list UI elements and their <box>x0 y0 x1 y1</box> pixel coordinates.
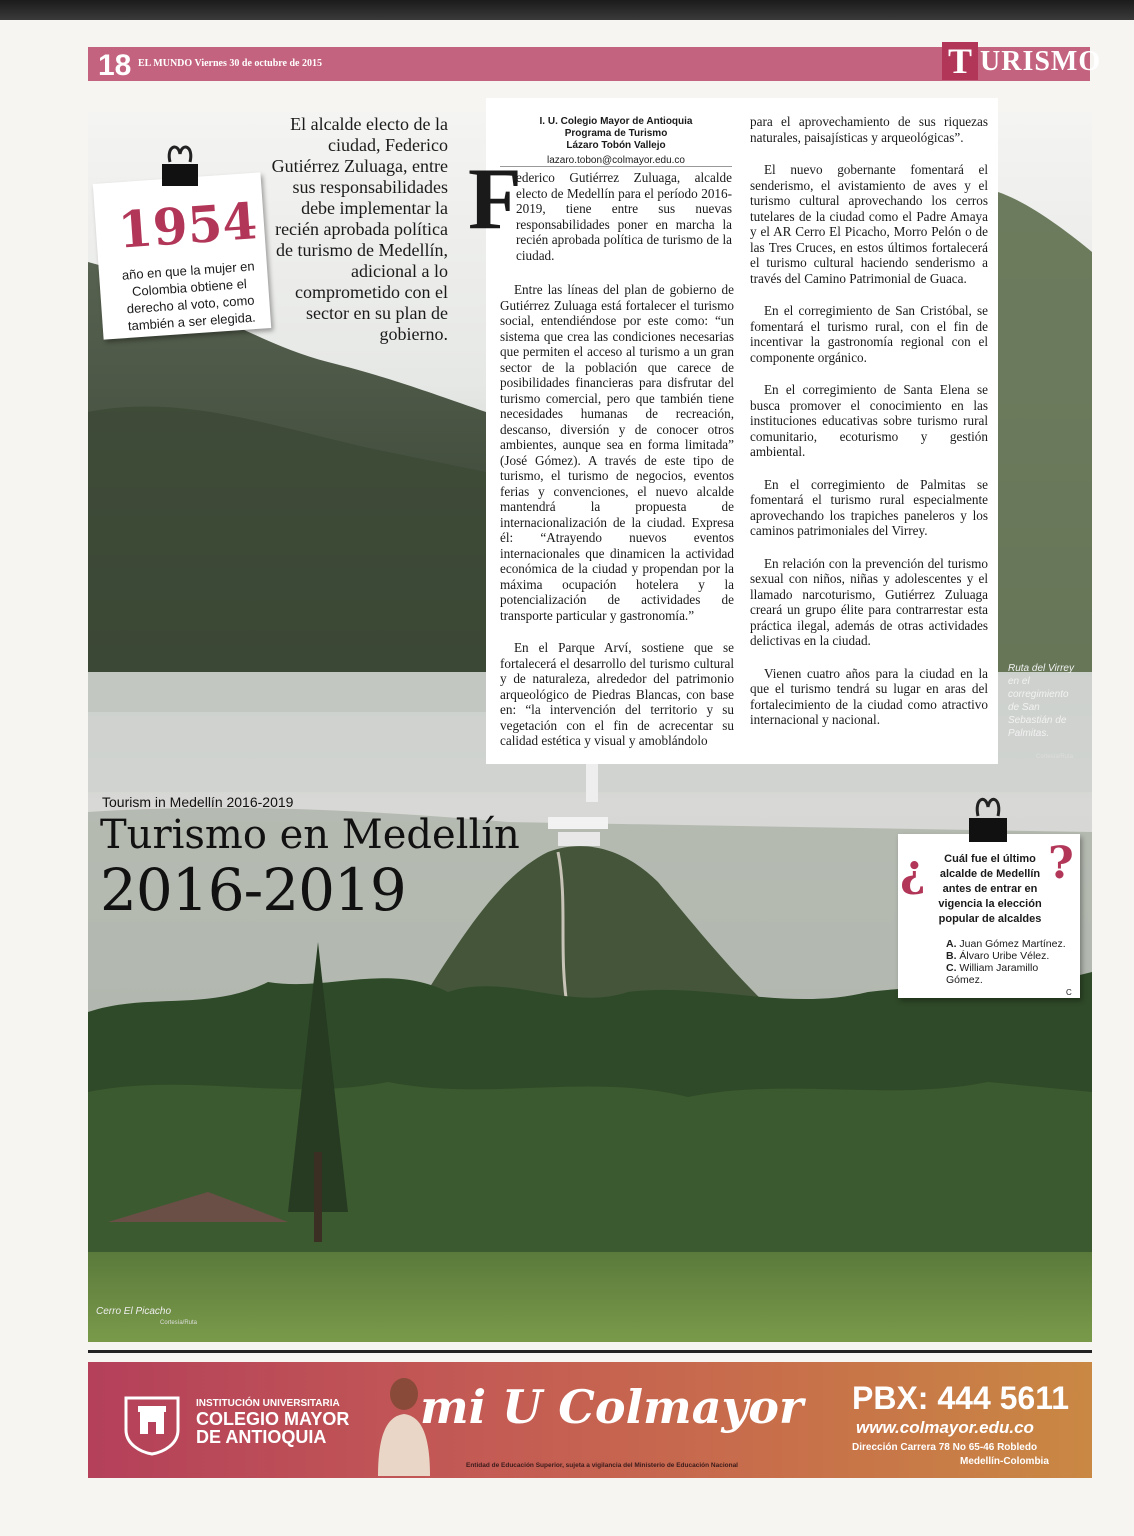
option-text: William Jaramillo Gómez. <box>946 962 1039 986</box>
drop-cap: F <box>468 151 522 248</box>
quiz-option <box>946 938 1066 950</box>
section-initial: T <box>942 42 978 80</box>
byline-institution: I. U. Colegio Mayor de Antioquia <box>539 116 693 127</box>
paragraph: El nuevo gobernante fomentará el senderismo, el avistamiento de aves y el turismo cultural aprovechando los cerros tutelares de la ciudad como el Padre Amaya y el AR Cerro El Picacho, Morro Pelón o de las Tres Cruces, en estos últimos fortalecerá el turismo cultural haciendo senderismo a través del Camino Patrimonial de Guaca. <box>750 162 988 286</box>
ad-website: www.colmayor.edu.co <box>856 1418 1034 1437</box>
paragraph: En el corregimiento de Santa Elena se busca promover el conocimiento en las instituciones educativas sobre turismo rural comunitario, ecoturismo y gestión ambiental. <box>750 382 988 459</box>
photo-credit: Cortesía/Ruta <box>1036 754 1074 760</box>
option-text: Juan Gómez Martínez. <box>959 938 1066 950</box>
photo-credit: Cortesía/Ruta <box>160 1320 198 1326</box>
ad-tagline: Entidad de Educación Superior, sujeta a vigilancia del Ministerio de Educación Nacional <box>466 1462 738 1469</box>
paragraph: En el corregimiento de Palmitas se fomentará el turismo rural especialmente aprovechando los trapiches paneleros y los caminos patrimoniales del Virrey. <box>750 476 988 538</box>
option-letter: C. <box>946 962 957 974</box>
paragraph: Vienen cuatro años para la ciudad en la que el turismo tendrá su lugar en aras del fortalecimiento de la ciudad como atractivo internacional y nacional. <box>750 665 988 727</box>
author-email: lazaro.tobon@colmayor.edu.co <box>500 155 732 167</box>
question-mark-open: ¿ <box>900 846 926 897</box>
top-scan-band <box>0 0 1134 20</box>
masthead-date: EL MUNDO Viernes 30 de octubre de 2015 <box>138 58 322 69</box>
paragraph: para el aprovechamiento de sus riquezas naturales, paisajísticas y arqueológicas”. <box>750 114 988 145</box>
section-label <box>936 38 1102 82</box>
paragraph: En el corregimiento de San Cristóbal, se fomentará el turismo rural, con el fin de incentivar la gastronomía regional con el componente orgánico. <box>750 303 988 365</box>
quiz-question: Cuál fue el último alcalde de Medellín antes de entrar en vigencia la elección popular de alcaldes <box>938 853 1042 925</box>
page-number: 18 <box>98 49 132 82</box>
quiz-answer: C <box>1066 988 1072 997</box>
byline-author: Lázaro Tobón Vallejo <box>566 140 666 151</box>
option-letter: A. <box>946 938 957 950</box>
byline-program: Programa de Turismo <box>564 128 668 139</box>
article-first-paragraph <box>516 170 732 280</box>
binder-clip-icon <box>966 792 1010 844</box>
ad-divider <box>88 1350 1092 1353</box>
headline-line2: 2016-2019 <box>100 856 406 924</box>
quiz-option <box>946 950 1066 962</box>
article-column-right <box>750 114 988 745</box>
quiz-options <box>946 938 1066 986</box>
ad-phone: PBX: 444 5611 <box>852 1380 1070 1416</box>
option-letter: B. <box>946 950 957 962</box>
callout-text: año en que la mujer en Colombia obtiene el derecho al voto, como también a ser elegida. <box>121 258 257 334</box>
headline-line1: Turismo en Medellín <box>100 812 520 858</box>
photo-caption: Cerro El Picacho <box>96 1306 172 1317</box>
lead-paragraph: El alcalde electo de la ciudad, Federico Gutiérrez Zuluaga, entre sus responsabilidades debe implementar la recién aprobada política de turismo de Medellín, adicional a lo comprometido con el sector en su plan de gobierno. <box>271 114 448 344</box>
section-name: URISMO <box>980 46 1102 77</box>
paragraph: En relación con la prevención del turismo sexual con niños, niñas y adolescentes y el llamado narcoturismo, Gutiérrez Zuluaga creará un grupo élite para contrarrestar esta práctica ilegal, además de otras actividades delictivas en la ciudad. <box>750 555 988 648</box>
ad-city: Medellín-Colombia <box>960 1456 1049 1467</box>
ad-address: Dirección Carrera 78 No 65-46 Robledo <box>852 1442 1038 1453</box>
callout-year: 1954 <box>116 191 260 260</box>
paragraph: ederico Gutiérrez Zuluaga, alcalde electo de Medellín para el período 2016-2019, tiene entre sus nuevas responsabilidades poner en marcha la recién aprobada política de turismo de la ciudad. <box>516 170 732 263</box>
question-mark-close: ? <box>1048 838 1074 889</box>
college-crest-icon <box>120 1390 184 1456</box>
option-text: Álvaro Uribe Vélez. <box>959 950 1050 962</box>
article-column-left <box>500 282 734 766</box>
paragraph: Entre las líneas del plan de gobierno de Gutiérrez Zuluaga está fortalecer el turismo social, entendiéndose por este como: “un sistema que crea las condiciones necesarias que permiten el acceso al turismo a un gran sector de la población que carece de posibilidades financieras para disfrutar del turismo comercial, pero que también tiene necesidades humanas de recreación, descanso, diversión y de conocer otros ambientes, aunque sea en forma limitada” (José Gómez). A través de este tipo de turismo, el turismo de negocios, eventos ferias y convenciones, el nuevo alcalde mantendrá la propuesta de internacionalización de la ciudad. Expresa él: “Atrayendo nuevos eventos internacionales que dinamicen la actividad económica de la ciudad y propendan por la máxima ocupación hotelera y la potencialización de actividades de transporte particular y gastronomía.” <box>500 282 734 623</box>
ad-name-line2: DE ANTIOQUIA <box>196 1427 327 1447</box>
ad-name-line1: COLEGIO MAYOR <box>196 1409 350 1429</box>
binder-clip-icon <box>160 140 200 188</box>
title-kicker: Tourism in Medellín 2016-2019 <box>102 794 294 810</box>
byline <box>500 116 732 152</box>
photo-caption: Ruta del Virrey en el corregimiento de San Sebastián de Palmitas. <box>1008 663 1074 739</box>
ad-institution-label: INSTITUCIÓN UNIVERSITARIA <box>196 1398 340 1409</box>
quiz-option <box>946 962 1066 986</box>
ad-brand-wordmark: mi U Colmayor <box>420 1380 804 1434</box>
paragraph: En el Parque Arví, sostiene que se fortalecerá el desarrollo del turismo cultural y de naturaleza, alrededor del patrimonio arqueológico de Piedras Blancas, con base en: “la intervención del territorio y su vegetación con el fin de acrecentar su calidad estética y visual y amoblándolo <box>500 640 734 748</box>
